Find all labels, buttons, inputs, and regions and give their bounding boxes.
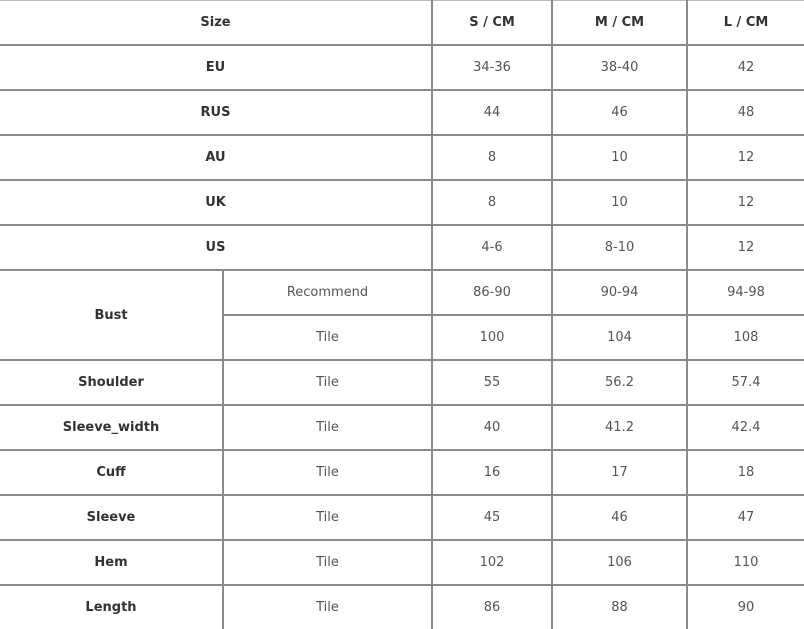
method-cell: Recommend bbox=[223, 270, 432, 315]
row-label: Length bbox=[0, 585, 223, 629]
cell-s: 8 bbox=[432, 135, 552, 180]
cell-l: 12 bbox=[687, 180, 804, 225]
cell-m: 90-94 bbox=[552, 270, 687, 315]
table-row bbox=[0, 90, 804, 135]
cell-s: 55 bbox=[432, 360, 552, 405]
cell-m: 10 bbox=[552, 180, 687, 225]
row-label: US bbox=[0, 225, 432, 270]
cell-m: 8-10 bbox=[552, 225, 687, 270]
cell-s: 4-6 bbox=[432, 225, 552, 270]
cell-m: 106 bbox=[552, 540, 687, 585]
cell-l: 94-98 bbox=[687, 270, 804, 315]
table-row bbox=[0, 225, 804, 270]
cell-m: 38-40 bbox=[552, 45, 687, 90]
cell-s: 86-90 bbox=[432, 270, 552, 315]
cell-m: 41.2 bbox=[552, 405, 687, 450]
cell-l: 47 bbox=[687, 495, 804, 540]
table-row bbox=[0, 45, 804, 90]
cell-s: 102 bbox=[432, 540, 552, 585]
row-label: UK bbox=[0, 180, 432, 225]
row-label-bust: Bust bbox=[0, 270, 223, 360]
row-label: Hem bbox=[0, 540, 223, 585]
row-label: AU bbox=[0, 135, 432, 180]
cell-l: 110 bbox=[687, 540, 804, 585]
cell-l: 42.4 bbox=[687, 405, 804, 450]
cell-m: 88 bbox=[552, 585, 687, 629]
method-cell: Tile bbox=[223, 495, 432, 540]
cell-s: 16 bbox=[432, 450, 552, 495]
header-m-cm: M / CM bbox=[552, 1, 687, 46]
cell-s: 86 bbox=[432, 585, 552, 629]
table-row bbox=[0, 450, 804, 495]
cell-m: 56.2 bbox=[552, 360, 687, 405]
header-s-cm: S / CM bbox=[432, 1, 552, 46]
table-row bbox=[0, 360, 804, 405]
row-label: EU bbox=[0, 45, 432, 90]
table-row bbox=[0, 405, 804, 450]
cell-s: 100 bbox=[432, 315, 552, 360]
cell-l: 57.4 bbox=[687, 360, 804, 405]
header-l-cm: L / CM bbox=[687, 1, 804, 46]
table-row bbox=[0, 540, 804, 585]
cell-m: 104 bbox=[552, 315, 687, 360]
cell-m: 17 bbox=[552, 450, 687, 495]
method-cell: Tile bbox=[223, 540, 432, 585]
cell-s: 45 bbox=[432, 495, 552, 540]
table-row bbox=[0, 585, 804, 629]
cell-l: 42 bbox=[687, 45, 804, 90]
row-label: Sleeve bbox=[0, 495, 223, 540]
cell-m: 46 bbox=[552, 90, 687, 135]
cell-m: 46 bbox=[552, 495, 687, 540]
cell-s: 44 bbox=[432, 90, 552, 135]
method-cell: Tile bbox=[223, 360, 432, 405]
table-row bbox=[0, 270, 804, 315]
table-row bbox=[0, 180, 804, 225]
row-label: RUS bbox=[0, 90, 432, 135]
cell-s: 40 bbox=[432, 405, 552, 450]
method-cell: Tile bbox=[223, 450, 432, 495]
table-row bbox=[0, 495, 804, 540]
cell-s: 8 bbox=[432, 180, 552, 225]
row-label: Cuff bbox=[0, 450, 223, 495]
cell-l: 108 bbox=[687, 315, 804, 360]
cell-s: 34-36 bbox=[432, 45, 552, 90]
method-cell: Tile bbox=[223, 315, 432, 360]
cell-l: 12 bbox=[687, 225, 804, 270]
header-size: Size bbox=[0, 1, 432, 46]
cell-l: 12 bbox=[687, 135, 804, 180]
cell-l: 90 bbox=[687, 585, 804, 629]
table-header-row bbox=[0, 1, 804, 46]
table-row bbox=[0, 135, 804, 180]
row-label: Sleeve_width bbox=[0, 405, 223, 450]
method-cell: Tile bbox=[223, 585, 432, 629]
row-label: Shoulder bbox=[0, 360, 223, 405]
cell-l: 18 bbox=[687, 450, 804, 495]
cell-m: 10 bbox=[552, 135, 687, 180]
method-cell: Tile bbox=[223, 405, 432, 450]
cell-l: 48 bbox=[687, 90, 804, 135]
